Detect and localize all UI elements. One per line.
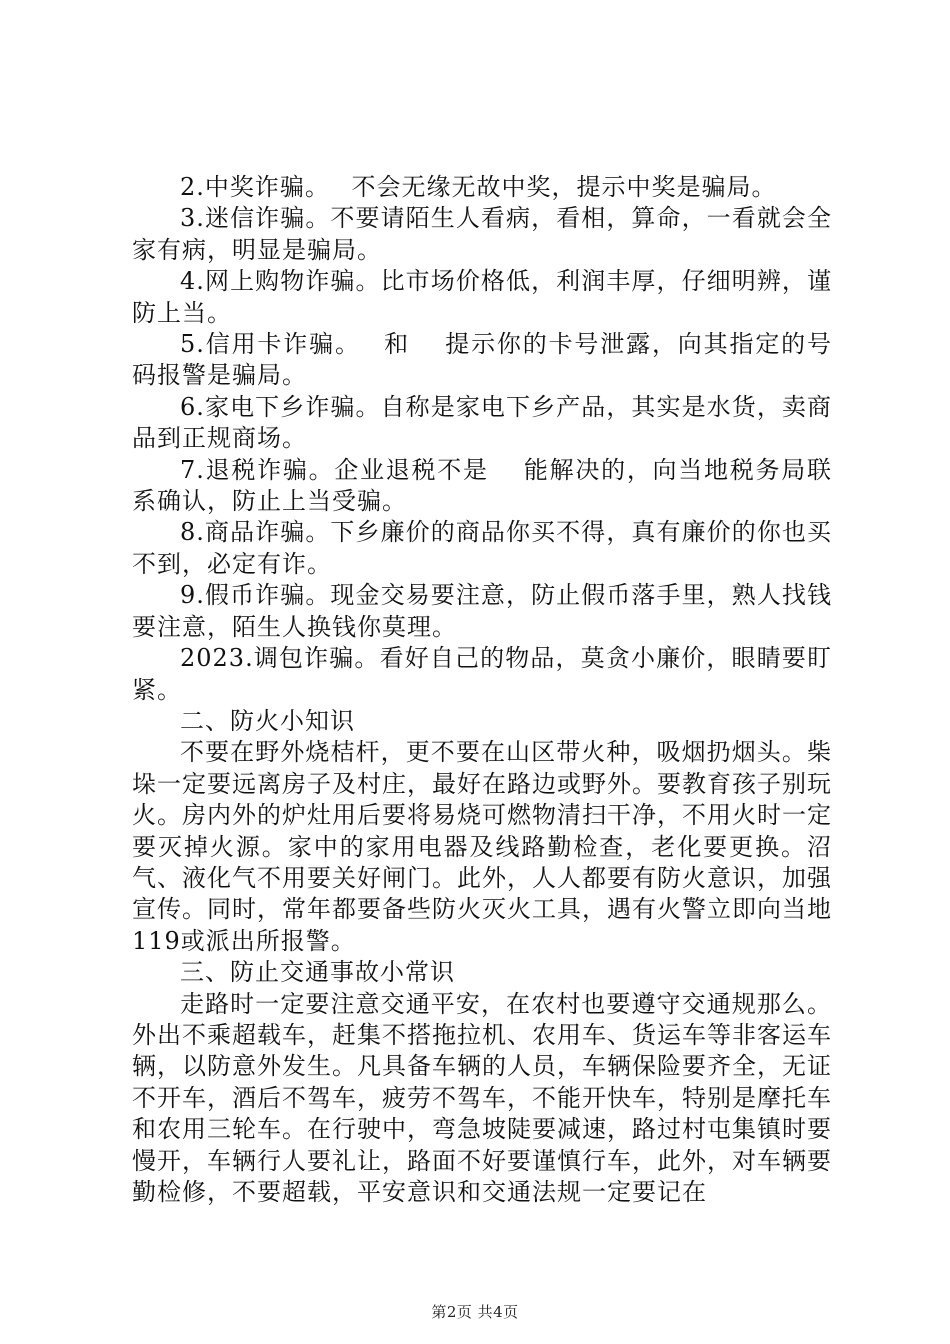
paragraph-fraud-superstition: 3.迷信诈骗。不要请陌生人看病，看相，算命，一看就会全家有病，明显是骗局。 [132, 204, 832, 264]
paragraph-fraud-tax-refund: 7.退税诈骗。企业退税不是 能解决的，向当地税务局联系确认，防止上当受骗。 [132, 455, 832, 516]
paragraph-fraud-online-shopping: 4.网上购物诈骗。比市场价格低，利润丰厚，仔细明辨，谨防上当。 [132, 267, 832, 327]
paragraph-fraud-prize: 2.中奖诈骗。 不会无缘无故中奖，提示中奖是骗局。 [180, 173, 777, 201]
paragraph-fraud-appliance: 6.家电下乡诈骗。自称是家电下乡产品，其实是水货，卖商品到正规商场。 [132, 392, 832, 453]
section-heading-traffic: 三、防止交通事故小常识 [180, 958, 455, 987]
section-heading-fire: 二、防火小知识 [180, 706, 355, 735]
page-footer: 第2页 共4页 [431, 1303, 519, 1321]
paragraph-fraud-goods: 8.商品诈骗。下乡廉价的商品你买不得，真有廉价的你也买不到，必定有诈。 [132, 518, 832, 578]
paragraph-traffic-safety: 走路时一定要注意交通平安，在农村也要遵守交通规那么。外出不乘超载车，赶集不搭拖拉机、农用车、货运车等非客运车辆，以防意外发生。凡具备车辆的人员，车辆保险要齐全，无证不开车，酒后不驾车，疲劳不驾车，不能开快车，特别是摩托车和农用三轮车。在行驶中，弯急坡陡要减速，路过村屯集镇时要慢开，车辆行人要礼让，路面不好要谨慎行车，此外，对车辆要勤检修，不要超载，平安意识和交通法规一定要记在 [132, 989, 832, 1206]
paragraph-fraud-credit-card: 5.信用卡诈骗。 和 提示你的卡号泄露，向其指定的号码报警是骗局。 [132, 330, 832, 390]
paragraph-fraud-switch: 2023.调包诈骗。看好自己的物品，莫贪小廉价，眼睛要盯紧。 [132, 644, 832, 704]
document-body [132, 172, 832, 1208]
paragraph-fire-safety: 不要在野外烧桔杆，更不要在山区带火种，吸烟扔烟头。柴垛一定要远离房子及村庄，最好在路边或野外。要教育孩子别玩火。房内外的炉灶用后要将易烧可燃物清扫干净，不用火时一定要灭掉火源。家中的家用电器及线路勤检查，老化要更换。沼气、液化气不用要关好闸门。此外，人人都要有防火意识，加强宣传。同时，常年都要备些防火灭火工具，遇有火警立即向当地119或派出所报警。 [132, 738, 832, 955]
paragraph-fraud-counterfeit: 9.假币诈骗。现金交易要注意，防止假币落手里，熟人找钱要注意，陌生人换钱你莫理。 [132, 581, 832, 641]
